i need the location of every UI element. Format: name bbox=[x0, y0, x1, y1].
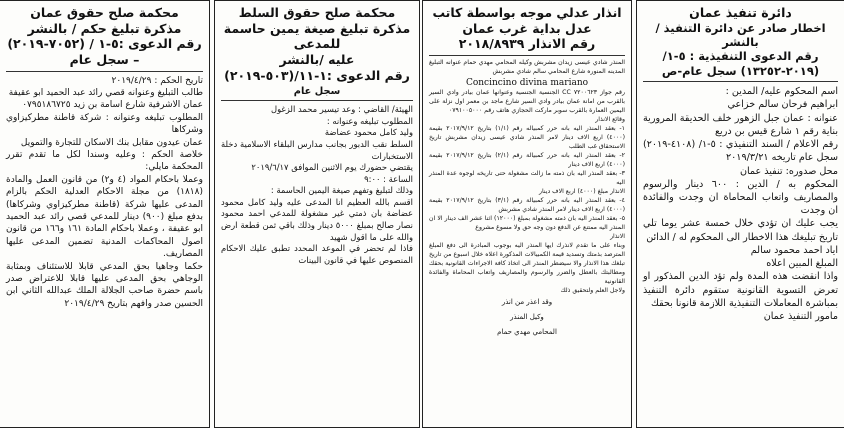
case-number: رقم الدعوى :٥-١ / (٧٠٥٢-٢٠١٩) bbox=[7, 36, 202, 52]
notice-line: عنوانه : عمان جبل الزهور خلف الحديقة المرورية بناية رقم ١ شارع قيس بن دريع bbox=[643, 112, 838, 137]
notice-body: ١- بعقد المنذر اليه بانه حرر كمبياله رقم (١/١) بتاريخ ٢٠١٧/٩/١٢ بقيمة (٤٠٠٠) اربع الاف دينار لامر المنذر شادي عيسى زيدان مشربش تاريخ الاستحقاق غب الطلب bbox=[429, 124, 625, 150]
notice-signature: مامور التنفيذ عمان bbox=[763, 311, 838, 323]
notice-line: رقم الاعلام / السند التنفيذي : ٥-١/ (٤١٠٨-٢٠١٩) سجل عام تاريخه ٢٠١٩/٣/٢١ bbox=[643, 139, 838, 164]
latin-name: Concincino divina mariano bbox=[465, 77, 589, 88]
notice-title: انذار عدلي موجه بواسطة كاتب bbox=[432, 5, 622, 20]
notice-title: دائرة تنفيذ عمان bbox=[689, 5, 792, 20]
notice-body: حكما وجاهيا بحق المدعي قابلا للاستئناف وبمثابة الوجاهي بحق المدعى عليها قابلا للاعتراض صدر باسم حضرة صاحب الجلالة الملك عبدالله الثاني ابن الحسين صدر وافهم بتاريخ ٢٠١٩/٤/٢٩ bbox=[6, 261, 203, 309]
notice-line: المبلغ المبين اعلاه bbox=[766, 258, 838, 270]
notice-subtitle: عليه /بالنشر bbox=[279, 51, 355, 67]
notice-signature: وكيل المنذر bbox=[510, 313, 544, 322]
case-label: رقم الدعوى التنفيذية : ٥-١/ bbox=[662, 49, 819, 64]
notice-title: محكمة صلح حقوق السلط bbox=[238, 5, 396, 20]
notice-body: الساعة : ٩:٠٠ bbox=[364, 173, 413, 184]
notice-line: اسم المحكوم عليه/ المدين : bbox=[725, 86, 838, 98]
notice-body: طالب التبليغ وعنوانه قصي رائد عبد الحميد ابو عقيفة bbox=[8, 87, 203, 98]
notice-body: المطلوب تبليغه وعنوانه : bbox=[326, 115, 413, 126]
record-label: سجل عام bbox=[293, 86, 341, 98]
notice-body: يقتضي حضورك يوم الاثنين الموافق ٢٠١٩/٦/١٧ bbox=[251, 162, 413, 173]
notice-line: محل صدوره: تنفيذ عمان bbox=[739, 165, 838, 177]
notice-body: اقسم بالله العظيم انا المدعى عليه وليد كامل محمود عضاضة بان ذمتي غير مشغولة للمدعي احمد محمود نصار صالح بمبلغ ٥٠٠٠ دينار وذلك باقي ثمن قطعة ارض والله على ما اقول شهيد bbox=[221, 196, 413, 242]
notice-body: تاريخ الحكم : ٢٠١٩/٤/٢٩ bbox=[111, 75, 203, 86]
notice-amman-execution bbox=[636, 0, 844, 428]
divider bbox=[429, 55, 625, 56]
notice-body: فاذا لم تحضر في الموعد المحدد تطبق عليك الاحكام المنصوص عليها في قانون البينات bbox=[221, 243, 413, 265]
notice-body: السلط نقب الدبور بجانب مدارس البلقاء الاسلامية دخلة الاستخبارات bbox=[221, 138, 413, 161]
divider bbox=[643, 81, 838, 82]
notice-subtitle: مذكرة تبليغ صيغة يمين حاسمة للمدعى bbox=[223, 20, 411, 52]
notice-signature: وقد اعذر من انذر bbox=[501, 298, 553, 307]
notice-section-heading: وقائع الانذار bbox=[595, 115, 625, 123]
notice-body: ولاجل العلم ولتحقيق ذلك bbox=[560, 286, 625, 294]
notice-body: وليد كامل محمود عضاضة bbox=[324, 127, 413, 138]
notice-line: ابراهيم فرحان سالم خزاعي bbox=[727, 99, 838, 111]
notice-body: وعملا باحكام المواد (٤ و٢) من قانون العمل والمادة (١٨١٨) من مجلة الاحكام العدلية الحكم بالزام المدعى عليها شركة (قاطنة مطركيزاوي وشركاها) بدفع مبلغ (٩٠٠) دينار للمدعي قصي رائد عبد الحميد ابو عقيفة ، وعملا باحكام المادة ١٦١ و١٦٦ من قانون اصول المحاكمات المدنية تضمين المدعى عليها المصاريف. bbox=[6, 174, 203, 260]
notice-subtitle: عدل بداية غرب عمان bbox=[462, 20, 592, 36]
notice-line: المحكوم به / الدين : ٦٠٠ دينار والرسوم والمصاريف واتعاب المحاماة ان وجدت والفائدة ان وجدت bbox=[643, 178, 838, 217]
notice-subtitle: مذكرة تبليغ حكم / بالنشر bbox=[27, 20, 182, 36]
notice-body: وبناء على ما تقدم لانذرك ايها المنذر اليه بوجوب المبادرة الى دفع المبلغ المترصد بذمتك وتسديد قيمة الكمبيالات المذكورة اعلاه خلال اسبوع من تاريخ تبلغك هذا الانذار والا سيضطر المنذر الى اتخاذ كافة الاجراءات القانونية بحقك ومطالبتك بالعطل والضرر والرسوم والمصاريف واتعاب المحاماة والفائدة القانونية bbox=[429, 241, 625, 285]
notice-body: وذلك لتبليغ وتفهم صيغة اليمين الحاسمة : bbox=[270, 185, 413, 196]
case-number: (٢٠١٩-١٣٢٥٢) سجل عام-ص bbox=[661, 63, 820, 78]
notice-body: ٥- بعقد المنذر اليه بان ذمته مشغولة بمبلغ (١٢٠٠٠) اثنا عشر الف دينار الا ان المنذر اليه ممتنع عن الدفع دون وجه حق ولا مسوغ مشروع bbox=[429, 214, 626, 231]
notice-body: خلاصة الحكم : وعليه وسندا لكل ما تقدم تقرر المحكمة مايلي: bbox=[6, 149, 203, 173]
notice-body: ٤- بعقد المنذر اليه بانه حرر كمبيالة رقم (٣/١) بتاريخ ٢٠١٧/٩/١٢ بقيمة (٤٠٠٠) اربع الاف دينار لامر المنذر شادي مشربش bbox=[429, 196, 625, 213]
notice-body: الانذار مبلغ (٤٠٠٠) اربع الاف دينار bbox=[538, 187, 625, 195]
notice-body: رقم جواز ٧٢٠٠٦٢٣ CC الجنسية الجنسية وعنوانها عمان بيادر وادي السير بالقرب من امانة عمان بيادر وادي السير شارع ماجد بن معمر اول نزلة على اليمين العمارة بالقرب سوبر ماركت الحجازي هاتف رقم ٠٧٩١٠٠٥٠٠٠ bbox=[429, 88, 625, 114]
notice-body: المطلوب تبليغه وعنوانه : شركة قاطنة مطركيزاوي وشركاها bbox=[6, 112, 203, 136]
notice-subtitle: اخطار صادر عن دائرة التنفيذ / بالنشر bbox=[655, 20, 826, 49]
notice-line: يجب عليك ان تؤدي خلال خمسة عشر يوما تلي تاريخ تبليغك هذا الاخطار الى المحكوم له / الدائن bbox=[643, 218, 838, 243]
notice-line: واذا انقضت هذه المدة ولم تؤد الدين المذكور او تعرض التسوية القانونية ستقوم دائرة التنفيذ بمباشرة المعاملات التنفيذية اللازمة قانونا بحقك bbox=[643, 271, 838, 309]
notice-legal-warning bbox=[422, 0, 632, 428]
notice-body: عمان عيدون مقابل بنك الاسكان للتجارة والتمويل bbox=[20, 137, 203, 148]
notice-salt-court bbox=[214, 0, 420, 428]
notice-intro: المنذر شادي عيسى زيدان مشربش وكيله المحامي مهدي حمام عنوانه التبليغ المدينه المنوره شارع المحامي سالم شادي مشربش bbox=[429, 58, 625, 75]
notice-line: اياد احمد محمود سالم bbox=[750, 244, 838, 256]
notice-signature: المحامي مهدي حمام bbox=[497, 328, 557, 337]
record-label: – سجل عام bbox=[69, 51, 140, 67]
divider bbox=[6, 71, 203, 72]
notice-number: رقم الانذار ٢٠١٨/٨٩٣٩ bbox=[458, 36, 596, 52]
notice-amman-court bbox=[0, 0, 210, 428]
notice-section-heading: الانذار bbox=[610, 232, 625, 240]
divider bbox=[221, 100, 413, 101]
notice-body: عمان الاشرفية شارع اسامة بن زيد ٠٧٩٥١٨٦٧٢٥ bbox=[22, 100, 203, 111]
notice-title: محكمة صلح حقوق عمان bbox=[30, 5, 179, 20]
notice-body: ٢- بعقد المنذر اليه بانه حرر كمبيالة رقم (٢/١) بتاريخ ٢٠١٧/٩/١٢ بقيمة (٤٠٠٠) اربع الاف دينار bbox=[429, 151, 625, 168]
case-number: رقم الدعوى :١-١١/(٥٠٣-٢٠١٩) bbox=[224, 67, 410, 83]
notice-body: ٣- بعقد المنذر اليه بان ذمته ما زالت مشغولة حتى تاريخه لوجوه عدة المنذر اليه bbox=[429, 169, 625, 186]
notice-body: الهيئة/ القاضي : وعد تيسير محمد الزغول bbox=[271, 104, 413, 115]
